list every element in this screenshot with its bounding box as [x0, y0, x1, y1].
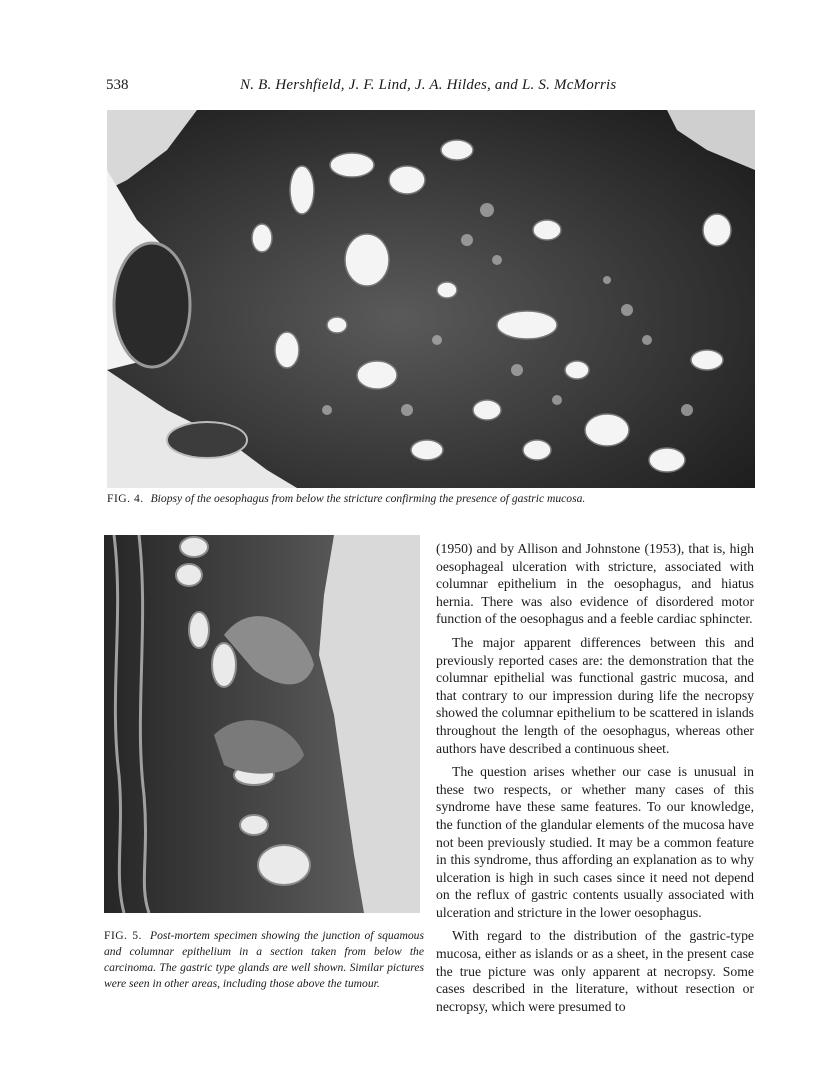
figure-4-micrograph [107, 110, 755, 488]
figure-5-image [104, 535, 420, 913]
running-header: N. B. Hershfield, J. F. Lind, J. A. Hildes, and L. S. McMorris [240, 77, 617, 93]
page-number: 538 [106, 77, 129, 93]
figure-5-label: FIG. 5. [104, 929, 142, 942]
body-text-column [436, 540, 754, 1021]
body-paragraph: With regard to the distribution of the gastric-type mucosa, either as islands or as a sheet, in the present case the true picture was only apparent at necropsy. Some cases described in the literature, without resection or necropsy, which were presumed to [436, 928, 754, 1014]
figure-5-caption [104, 928, 424, 992]
figure-4-label: FIG. 4. [107, 492, 144, 505]
body-paragraph: The question arises whether our case is unusual in these two respects, or whether many cases of this syndrome have these same features. To our knowledge, the function of the glandular elements of the mucosa have not been previously studied. It may be a common feature in this syndrome, thus affording an explanation as to why ulceration is high in such cases since it need not depend on the reflux of gastric contents usually associated with ulceration and stricture in the lower oesophagus. [436, 764, 754, 920]
body-paragraph: (1950) and by Allison and Johnstone (1953), that is, high oesophageal ulceration with stricture, associated with columnar epithelium in the oesophagus, and hiatus hernia. There was also evidence of disordered motor function of the oesophagus and a feeble cardiac sphincter. [436, 541, 754, 627]
body-paragraph: The major apparent differences between this and previously reported cases are: the demonstration that the columnar epithelial was functional gastric mucosa, and that contrary to our impression during life the necropsy showed the columnar epithelium to be scattered in islands throughout the length of the oesophagus, whereas other authors have described a continuous sheet. [436, 634, 754, 756]
figure-4-caption-text: Biopsy of the oesophagus from below the stricture confirming the presence of gastric mucosa. [150, 492, 586, 505]
figure-4-caption [107, 491, 767, 507]
figure-5-micrograph [104, 535, 420, 913]
figure-4-image [107, 110, 755, 488]
figure-5-caption-text: Post-mortem specimen showing the junction of squamous and columnar epithelium in a section taken from below the carcinoma. The gastric type glands are well shown. Similar pictures were seen in other areas, including those above the tumour. [104, 929, 424, 990]
